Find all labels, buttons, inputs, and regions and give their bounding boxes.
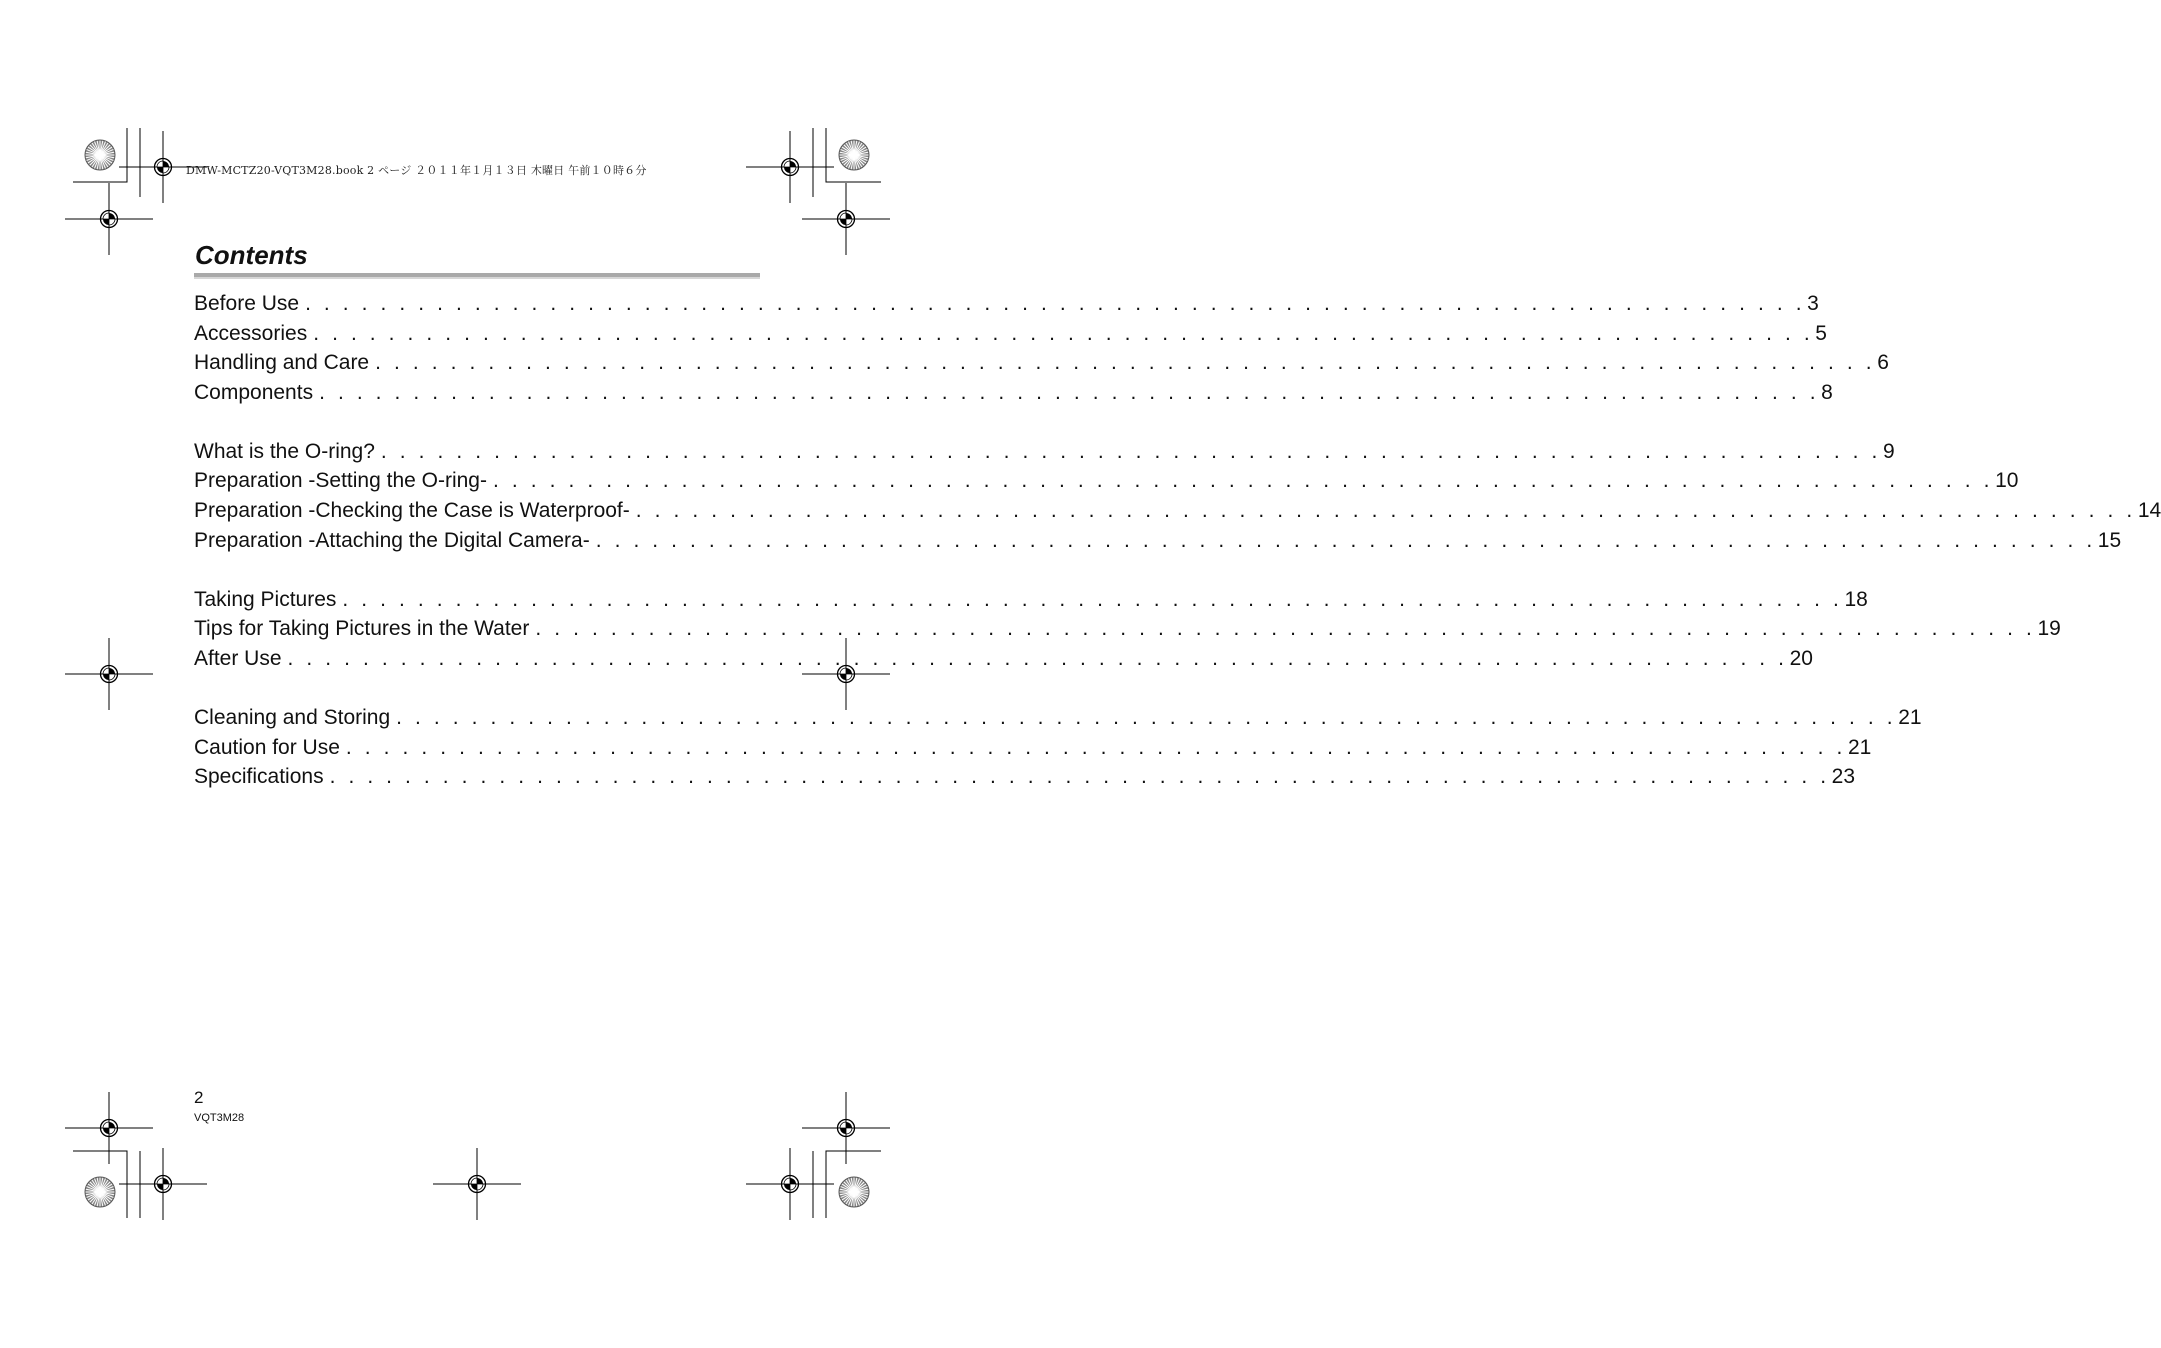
toc-entry-page: 14 [2137,499,2161,523]
toc-entry[interactable] [194,526,2122,556]
toc-entry[interactable] [194,348,1889,378]
book-file-stamp: DMW-MCTZ20-VQT3M28.book 2 ページ ２０１１年１月１３日 木曜日 午前１０時６分 [186,164,647,177]
toc-entry[interactable] [194,319,1827,349]
toc-entry-page: 5 [1815,321,1827,345]
page-number: 2 [194,1088,204,1107]
toc-entry-label: Tips for Taking Pictures in the Water [194,617,530,641]
toc-dot-leader: . . . . . . . . . . . . . . . . . . . . . . . . . . . . . . . . . . . . . . . . . . . . . . . . . . . . . . . . . . . . . . . . . . . . . . . . . . . . . . . . [492,469,1994,493]
toc-entry[interactable] [194,289,1819,319]
toc-entry-page: 21 [1898,706,1922,730]
toc-entry-label: Preparation -Checking the Case is Waterproof- [194,499,630,523]
toc-group [194,703,1922,792]
toc-dot-leader: . . . . . . . . . . . . . . . . . . . . . . . . . . . . . . . . . . . . . . . . . . . . . . . . . . . . . . . . . . . . . . . . . . . . . . . . . . . . . . . . [287,646,1788,670]
toc-entry-page: 10 [1995,469,2019,493]
toc-entry[interactable] [194,762,1856,792]
toc-dot-leader: . . . . . . . . . . . . . . . . . . . . . . . . . . . . . . . . . . . . . . . . . . . . . . . . . . . . . . . . . . . . . . . . . . . . . . . . . . . . . . . . [635,499,2136,523]
toc-group [194,289,1889,407]
toc-dot-leader: . . . . . . . . . . . . . . . . . . . . . . . . . . . . . . . . . . . . . . . . . . . . . . . . . . . . . . . . . . . . . . . . . . . . . . . . . . . . . . . . [345,735,1846,759]
toc-entry-label: Accessories [194,321,308,345]
toc-entry-label: What is the O-ring? [194,439,375,463]
toc-entry-label: Handling and Care [194,351,370,375]
toc-entry-page: 21 [1848,735,1872,759]
toc-entry-label: Caution for Use [194,735,340,759]
toc-entry[interactable] [194,437,1895,467]
page-title: Contents [195,240,308,270]
toc-entry-page: 23 [1831,765,1856,789]
toc-entry[interactable] [194,585,1868,615]
toc-entry[interactable] [194,644,1813,674]
toc-entry-label: Before Use [194,292,300,315]
toc-dot-leader: . . . . . . . . . . . . . . . . . . . . . . . . . . . . . . . . . . . . . . . . . . . . . . . . . . . . . . . . . . . . . . . . . . . . . . . . . . . . . . . . [305,292,1806,315]
toc-dot-leader: . . . . . . . . . . . . . . . . . . . . . . . . . . . . . . . . . . . . . . . . . . . . . . . . . . . . . . . . . . . . . . . . . . . . . . . . . . . . . . . . [329,765,1830,789]
toc-entry-page: 3 [1807,292,1819,315]
toc-dot-leader: . . . . . . . . . . . . . . . . . . . . . . . . . . . . . . . . . . . . . . . . . . . . . . . . . . . . . . . . . . . . . . . . . . . . . . . . . . . . . . . . [535,617,2036,641]
toc-dot-leader: . . . . . . . . . . . . . . . . . . . . . . . . . . . . . . . . . . . . . . . . . . . . . . . . . . . . . . . . . . . . . . . . . . . . . . . . . . . . . . . . [380,439,1881,463]
toc-entry-label: Taking Pictures [194,587,337,611]
toc-dot-leader: . . . . . . . . . . . . . . . . . . . . . . . . . . . . . . . . . . . . . . . . . . . . . . . . . . . . . . . . . . . . . . . . . . . . . . . . . . . . . . . . [375,351,1876,375]
toc-dot-leader: . . . . . . . . . . . . . . . . . . . . . . . . . . . . . . . . . . . . . . . . . . . . . . . . . . . . . . . . . . . . . . . . . . . . . . . . . . . . . . . . [342,587,1843,611]
toc-entry-label: Preparation -Setting the O-ring- [194,469,487,493]
toc-entry[interactable] [194,496,2161,526]
toc-entry-page: 9 [1883,439,1895,463]
toc-dot-leader: . . . . . . . . . . . . . . . . . . . . . . . . . . . . . . . . . . . . . . . . . . . . . . . . . . . . . . . . . . . . . . . . . . . . . . . . . . . . . . . . [313,321,1814,345]
toc-entry-page: 18 [1844,587,1868,611]
toc-entry-label: Cleaning and Storing [194,706,391,730]
toc-entry-label: Components [194,380,314,404]
toc-group [194,585,2061,674]
toc-entry-page: 8 [1821,380,1833,404]
toc-dot-leader: . . . . . . . . . . . . . . . . . . . . . . . . . . . . . . . . . . . . . . . . . . . . . . . . . . . . . . . . . . . . . . . . . . . . . . . . . . . . . . . . [396,706,1897,730]
document-code: VQT3M28 [194,1112,245,1124]
toc-group [194,437,2161,555]
toc-entry[interactable] [194,378,1833,408]
toc-entry-page: 20 [1789,646,1813,670]
toc-dot-leader: . . . . . . . . . . . . . . . . . . . . . . . . . . . . . . . . . . . . . . . . . . . . . . . . . . . . . . . . . . . . . . . . . . . . . . . . . . . . . . . . [595,528,2096,552]
toc-entry-page: 15 [2097,528,2122,552]
toc-entry-page: 6 [1877,351,1889,375]
toc-entry-label: Specifications [194,765,324,789]
toc-entry-page: 19 [2037,617,2061,641]
title-underline [194,273,760,279]
toc-entry[interactable] [194,733,1872,763]
toc-dot-leader: . . . . . . . . . . . . . . . . . . . . . . . . . . . . . . . . . . . . . . . . . . . . . . . . . . . . . . . . . . . . . . . . . . . . . . . . . . . . . . . . [319,380,1820,404]
toc-entry[interactable] [194,614,2061,644]
table-of-contents [194,289,2161,821]
toc-entry-label: Preparation -Attaching the Digital Camera- [194,528,590,552]
toc-entry-label: After Use [194,646,282,670]
toc-entry[interactable] [194,703,1922,733]
toc-entry[interactable] [194,466,2019,496]
